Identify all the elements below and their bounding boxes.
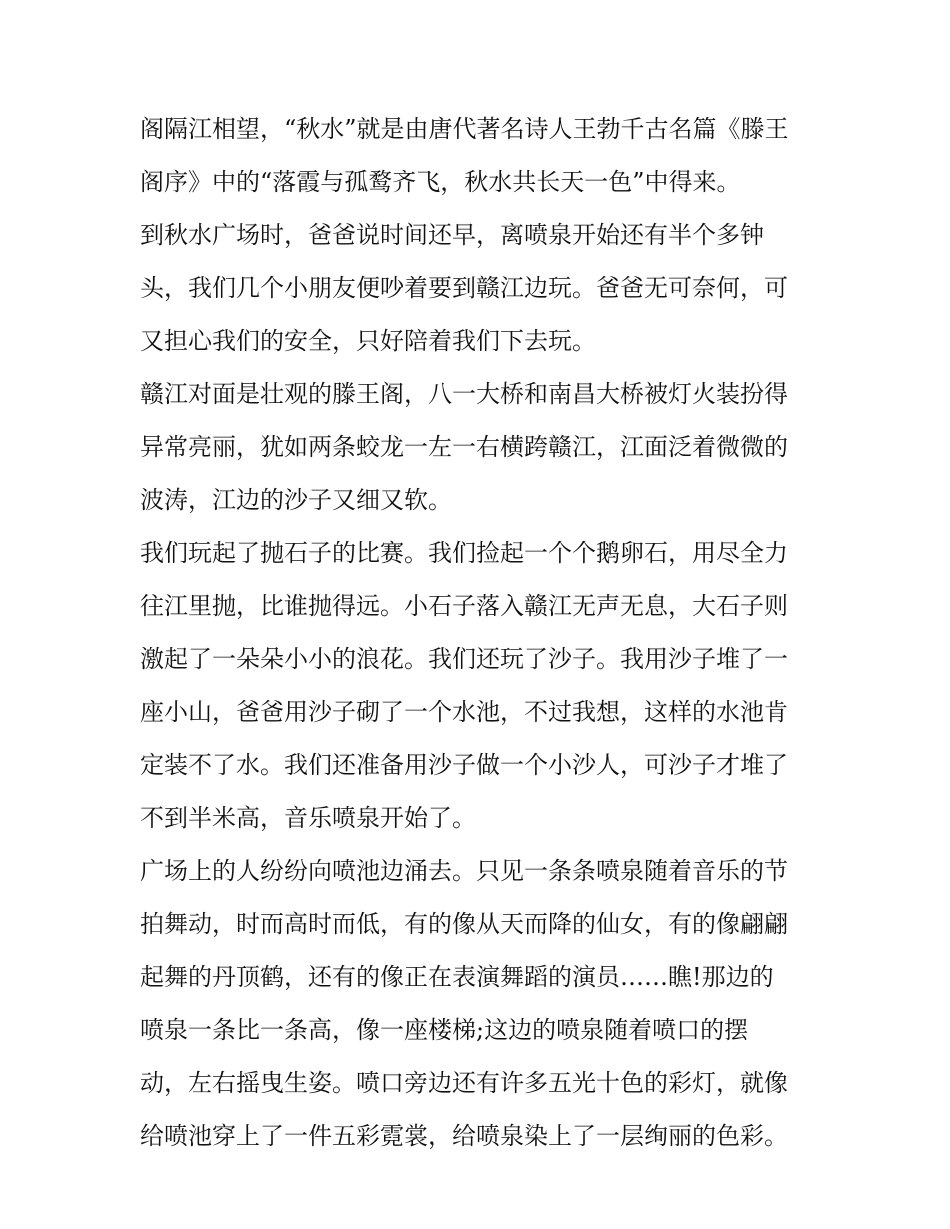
text-line: 往江里抛，比谁抛得远。小石子落入赣江无声无息，大石子则 — [140, 592, 788, 620]
text-line: 起舞的丹顶鹤，还有的像正在表演舞蹈的演员……瞧!那边的 — [140, 963, 774, 991]
text-line: 波涛，江边的沙子又细又软。 — [140, 486, 452, 514]
text-line: 定装不了水。我们还准备用沙子做一个小沙人，可沙子才堆了 — [140, 751, 788, 779]
text-line: 给喷池穿上了一件五彩霓裳，给喷泉染上了一层绚丽的色彩。 — [140, 1122, 788, 1150]
text-line: 拍舞动，时而高时而低，有的像从天而降的仙女，有的像翩翩 — [140, 910, 788, 938]
text-line: 阁序》中的“落霞与孤鹜齐飞，秋水共长天一色”中得来。 — [140, 168, 741, 196]
text-line: 异常亮丽，犹如两条蛟龙一左一右横跨赣江，江面泛着微微的 — [140, 433, 788, 461]
text-line: 激起了一朵朵小小的浪花。我们还玩了沙子。我用沙子堆了一 — [140, 645, 788, 673]
text-line: 广场上的人纷纷向喷池边涌去。只见一条条喷泉随着音乐的节 — [140, 857, 788, 885]
text-line: 动，左右摇曳生姿。喷口旁边还有许多五光十色的彩灯，就像 — [140, 1069, 788, 1097]
text-line: 到秋水广场时，爸爸说时间还早，离喷泉开始还有半个多钟 — [140, 221, 764, 249]
text-line: 赣江对面是壮观的滕王阁，八一大桥和南昌大桥被灯火装扮得 — [140, 380, 788, 408]
text-line: 喷泉一条比一条高，像一座楼梯;这边的喷泉随着喷口的摆 — [140, 1016, 749, 1044]
text-line: 头，我们几个小朋友便吵着要到赣江边玩。爸爸无可奈何，可 — [140, 274, 788, 302]
text-line: 又担心我们的安全，只好陪着我们下去玩。 — [140, 327, 596, 355]
text-line: 座小山，爸爸用沙子砌了一个水池，不过我想，这样的水池肯 — [140, 698, 788, 726]
text-line: 阁隔江相望，“秋水”就是由唐代著名诗人王勃千古名篇《滕王 — [140, 115, 789, 143]
text-line: 不到半米高，音乐喷泉开始了。 — [140, 804, 476, 832]
essay-text — [140, 103, 820, 1163]
text-line: 我们玩起了抛石子的比赛。我们捡起一个个鹅卵石，用尽全力 — [140, 539, 788, 567]
